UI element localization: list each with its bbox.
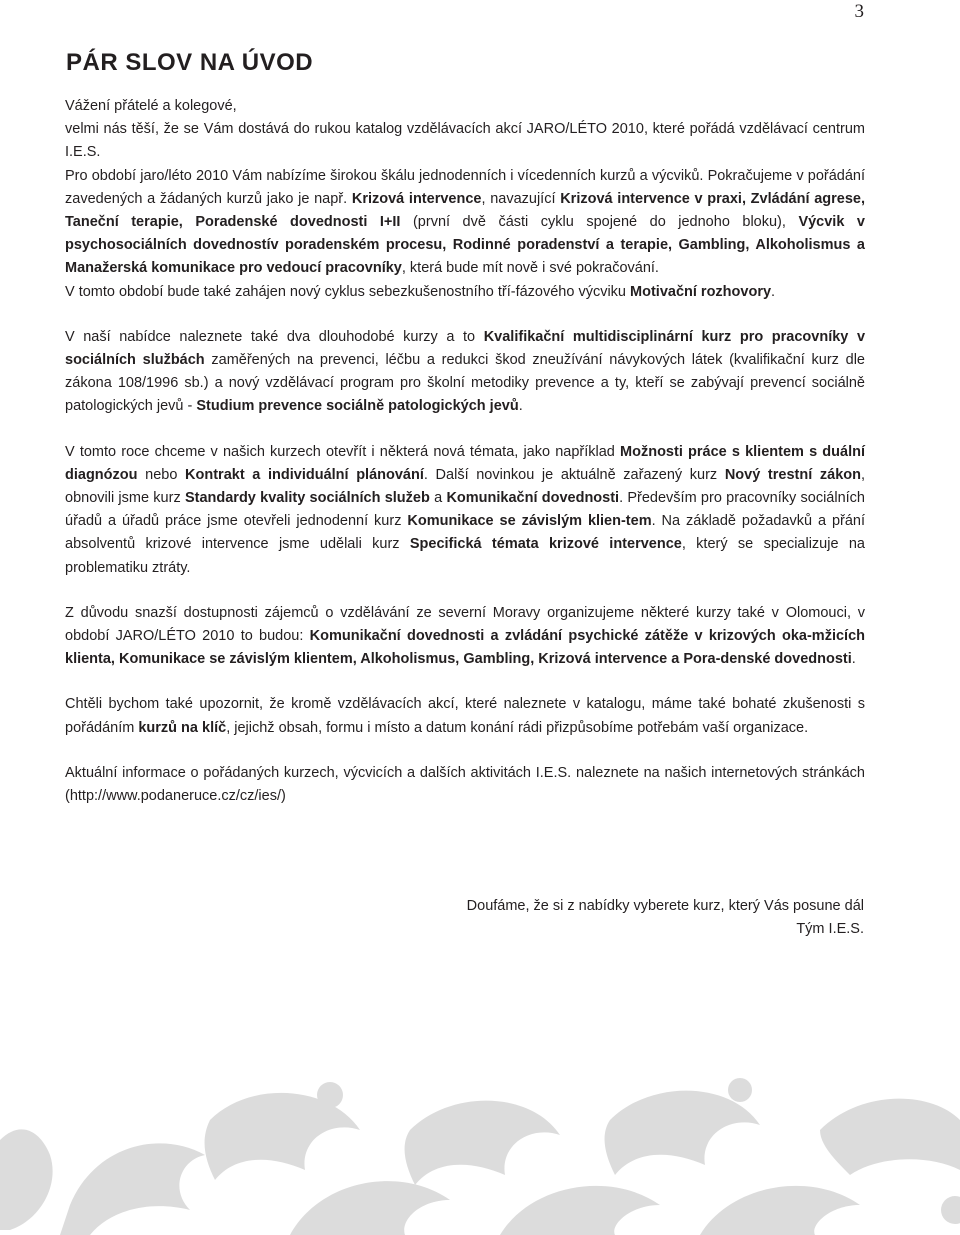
text-run: . Na základě požadavků a přání absolventů krizové intervence jsme udělali kurz: [65, 513, 865, 553]
text-run: , který se specializuje na problematiku ztráty.: [65, 536, 865, 576]
bold-course-name: kurzů na klíč: [138, 719, 227, 736]
page-number: 3: [854, 1, 864, 22]
paragraph-line: [65, 326, 865, 419]
closing-signature: Tým I.E.S.: [796, 921, 864, 937]
paragraph: [65, 95, 865, 304]
bold-course-name: Kvalifikační multidisciplinární kurz pro pracovníky v sociálních službách: [65, 328, 866, 369]
text-run: V naší nabídce naleznete také dva dlouhodobé kurzy a to: [65, 328, 484, 345]
text-run: , jejichž obsah, formu i místo a datum konání rádi přizpůsobíme potřebám vaší organizace.: [226, 719, 809, 736]
paragraph-line: [65, 762, 865, 808]
bold-course-name: Krizová intervence v praxi, Zvládání agrese, Taneční terapie, Poradenské dovednosti I+II: [65, 190, 865, 231]
text-run: . Další novinkou je aktuálně zařazený kurz: [423, 466, 725, 483]
text-run: nebo: [137, 466, 186, 483]
bold-course-name: Komunikační dovednosti a zvládání psychické zátěže v krizových oka-mžicích klienta, Komunikace se závislým klientem, Alkoholismus, Gambling, Krizová intervence a Pora-denské dovednosti: [65, 628, 865, 668]
text-run: Vážení přátelé a kolegové,: [65, 98, 237, 114]
text-run: Pro období jaro/léto 2010 Vám nabízíme širokou škálu jednodenních i vícedenních kurzů a výcviků. Pokračujeme v pořádání zavedených a žádaných kurzů jako je např.: [65, 167, 865, 207]
bold-course-name: Kontrakt a individuální plánování: [185, 466, 424, 483]
page-title: PÁR SLOV NA ÚVOD: [66, 49, 314, 76]
text-run: .: [771, 283, 776, 300]
paragraph-line: [65, 441, 865, 580]
bold-course-name: Specifická témata krizové intervence: [409, 536, 682, 553]
bold-course-name: Nový trestní zákon: [724, 466, 861, 483]
text-run: V tomto období bude také zahájen nový cyklus sebezkušenostního tří-fázového výcviku: [65, 283, 631, 300]
paragraph-line: [65, 95, 865, 118]
bold-course-name: Komunikační dovednosti: [446, 490, 620, 507]
paragraph: [65, 602, 865, 672]
text-run: Aktuální informace o pořádaných kurzech, výcvicích a dalších aktivitách I.E.S. naleznete na našich internetových stránkách (http://www.podaneruce.cz/cz/ies/): [65, 764, 865, 805]
text-run: Z důvodu snazší dostupnosti zájemců o vzdělávání ze severní Moravy organizujeme některé kurzy také v Olomouci, v období JARO/LÉTO 2010 to budou:: [65, 604, 865, 645]
bold-course-name: Možnosti práce s klientem s duální diagnózou: [65, 443, 865, 483]
text-run: , navazující: [481, 190, 561, 207]
text-run: .: [518, 398, 523, 415]
text-run: . Především pro pracovníky sociálních úřadů a úřadů práce jsme otevřeli jednodenní kurz: [65, 490, 865, 530]
text-run: (první dvě části cyklu spojené do jednoho bloku),: [400, 214, 799, 231]
paragraph: [65, 762, 865, 808]
text-run: velmi nás těší, že se Vám dostává do rukou katalog vzdělávacích akcí JARO/LÉTO 2010, které pořádá vzdělávací centrum I.E.S.: [65, 121, 865, 161]
text-run: Chtěli bychom také upozornit, že kromě vzdělávacích akcí, které naleznete v katalogu, máme také bohaté zkušenosti s pořádáním: [65, 696, 865, 736]
closing-wish: Doufáme, že si z nabídky vyberete kurz, který Vás posune dál: [466, 898, 864, 914]
paragraph: [65, 441, 865, 580]
swirl-wave-ornament-icon: [0, 1060, 960, 1235]
paragraph-line: [65, 281, 865, 304]
text-run: .: [851, 651, 856, 668]
bold-course-name: Motivační rozhovory: [630, 283, 772, 300]
text-run: zaměřených na prevenci, léčbu a redukci škod zneužívání návykových látek (kvalifikační kurz dle zákona 108/1996 sb.) a nový vzdělávací program pro školní metodiky prevence a ty, kteří se zabývají prevencí sociálně patologických jevů -: [65, 352, 865, 415]
paragraph-line: [65, 602, 865, 672]
paragraph-line: [65, 118, 865, 164]
intro-text: [65, 95, 865, 830]
paragraph-line: [65, 165, 865, 281]
closing-block: [380, 895, 864, 941]
bold-course-name: Krizová intervence: [351, 190, 482, 207]
text-run: , obnovili jsme kurz: [65, 466, 866, 507]
paragraph-line: [65, 693, 865, 739]
bold-course-name: Výcvik v psychosociálních dovednostív poradenském procesu, Rodinné poradenství a terapie, Gambling, Alkoholismus a Manažerská komunikace pro vedoucí pracovníky: [65, 214, 865, 277]
paragraph: [65, 693, 865, 739]
text-run: , která bude mít nově i své pokračování.: [401, 260, 659, 277]
bold-course-name: Studium prevence sociálně patologických jevů: [196, 398, 519, 415]
text-run: a: [429, 490, 447, 507]
text-run: V tomto roce chceme v našich kurzech otevřít i některá nová témata, jako například: [65, 443, 621, 460]
paragraph: [65, 326, 865, 419]
bold-course-name: Komunikace se závislým klien-tem: [407, 513, 652, 530]
bold-course-name: Standardy kvality sociálních služeb: [184, 490, 430, 507]
